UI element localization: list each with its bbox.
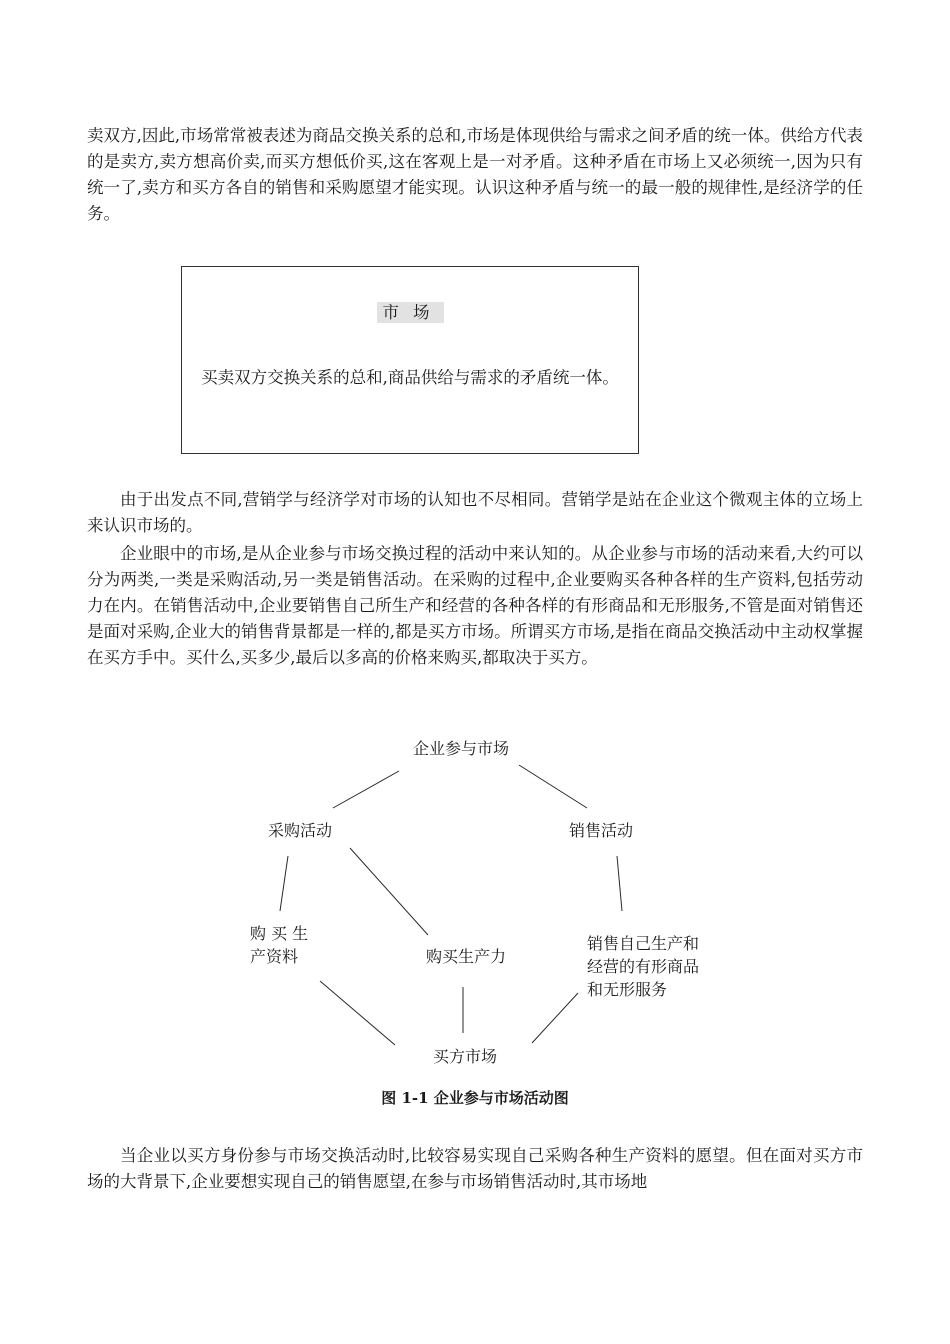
node-purchase-activity: 采购活动: [267, 821, 333, 840]
edge-root-purchase: [333, 771, 399, 808]
node-buy-means-line2: 产资料: [250, 947, 299, 966]
edge-purchase-means: [280, 856, 288, 911]
node-buyer-market: 买方市场: [432, 1047, 498, 1066]
edge-goods-market: [532, 993, 578, 1043]
node-buy-means-line1: 购 买 生: [250, 924, 309, 943]
node-buy-labor: 购买生产力: [425, 947, 507, 966]
edge-sales-goods: [617, 856, 622, 911]
paragraph-marketing-perspective: 由于出发点不同,营销学与经济学对市场的认知也不尽相同。营销学是站在企业这个微观主体的立场上来认识市场的。: [87, 490, 863, 535]
edge-means-market: [320, 981, 395, 1045]
node-sell-goods-line1: 销售自己生产和: [587, 934, 700, 953]
paragraph-enterprise-as-buyer: 当企业以买方身份参与市场交换活动时,比较容易实现自己采购各种生产资料的愿望。但在面对买方市场的大背景下,企业要想实现自己的销售愿望,在参与市场销售活动时,其市场地: [87, 1146, 863, 1191]
paragraph-enterprise-market: 企业眼中的市场,是从企业参与市场交换过程的活动中来认知的。从企业参与市场的活动来看,大约可以分为两类,一类是采购活动,另一类是销售活动。在采购的过程中,企业要购买各种各样的生产资料,包括劳动力在内。在销售活动中,企业要销售自己所生产和经营的各种各样的有形商品和无形服务,不管是面对销售还是面对采购,企业大的销售背景都是一样的,都是买方市场。所谓买方市场,是指在商品交换活动中主动权掌握在买方手中。买什么,买多少,最后以多高的价格来购买,都取决于买方。: [87, 544, 863, 667]
node-sell-goods-line3: 和无形服务: [587, 980, 668, 999]
edge-purchase-labor: [350, 848, 428, 935]
edge-root-sales: [519, 765, 587, 808]
paragraph-market-contradiction: 卖双方,因此,市场常常被表述为商品交换关系的总和,市场是体现供给与需求之间矛盾的统一体。供给方代表的是卖方,卖方想高价卖,而买方想低价买,这在客观上是一对矛盾。这种矛盾在市场上又必须统一,因为只有统一了,卖方和买方各自的销售和采购愿望才能实现。认识这种矛盾与统一的最一般的规律性,是经济学的任务。: [87, 126, 863, 223]
definition-box-title: 市场: [182, 301, 638, 325]
node-root: 企业参与市场: [412, 739, 510, 758]
node-sales-activity: 销售活动: [568, 821, 634, 840]
figure-caption: 图 1-1 企业参与市场活动图: [381, 1089, 569, 1107]
definition-box-body: 买卖双方交换关系的总和,商品供给与需求的矛盾统一体。: [201, 368, 619, 387]
node-sell-goods-line2: 经营的有形商品: [587, 957, 700, 976]
